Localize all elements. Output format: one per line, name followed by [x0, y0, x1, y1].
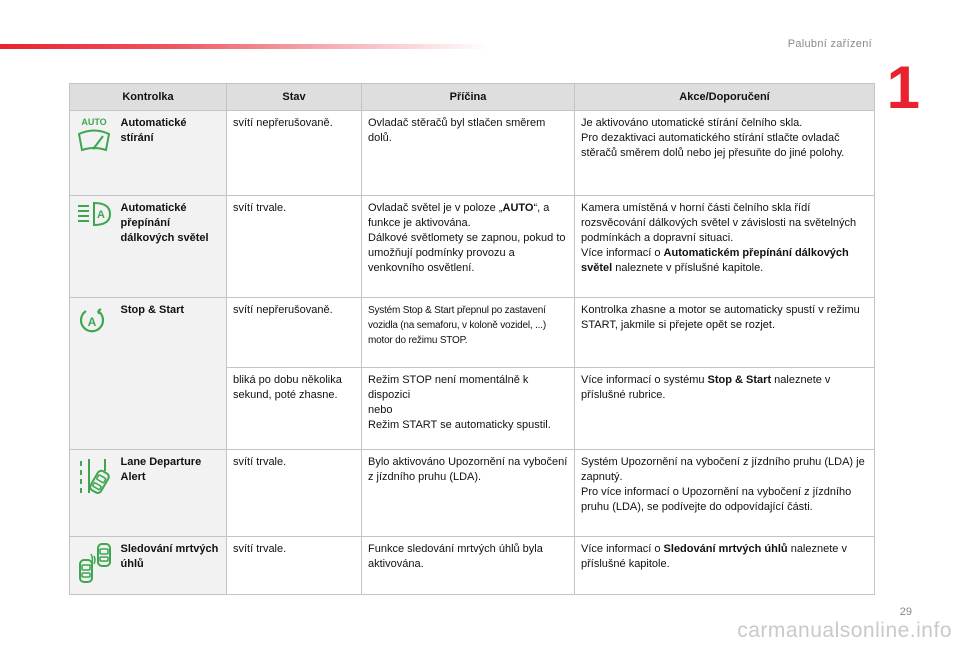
indicator-action: [575, 368, 875, 450]
indicator-state: svítí trvale.: [227, 450, 362, 537]
indicator-name: Automatické stírání: [115, 111, 227, 196]
cause-line: nebo: [368, 404, 393, 416]
action-line: Kamera umístěná v horní části čelního skla řídí rozsvěcování dálkových světel v závislosti na světelných podmínkách a dopravní situaci.: [581, 202, 857, 244]
indicator-cause: [362, 196, 575, 298]
action-text: naleznete v příslušné kapitole.: [612, 262, 764, 274]
indicator-name: Automatické přepínání dálkových světel: [115, 196, 227, 298]
indicator-cause: Funkce sledování mrtvých úhlů byla aktivována.: [362, 537, 575, 595]
action-text: Více informací o: [581, 247, 664, 259]
table-header-row: [70, 84, 875, 111]
cause-line: Režim STOP není momentálně k dispozici: [368, 374, 529, 401]
blind-spot-icon: [76, 542, 109, 584]
action-bold: Stop & Start: [707, 374, 772, 386]
indicator-action: [575, 196, 875, 298]
indicator-cause: Systém Stop & Start přepnul po zastavení vozidla (na semaforu, v koloně vozidel, ...) motor do režimu STOP.: [362, 298, 575, 368]
column-header-akce: Akce/Doporučení: [575, 84, 875, 111]
indicator-action: [575, 537, 875, 595]
page-number: 29: [899, 606, 912, 618]
action-line: Pro více informací o Upozornění na vybočení z jízdního pruhu (LDA), se podívejte do odpovídající části.: [581, 486, 852, 513]
column-header-kontrolka: Kontrolka: [70, 84, 227, 111]
stop-start-icon: [76, 307, 109, 335]
action-text: Více informací o systému: [581, 374, 708, 386]
auto-wiper-icon: [76, 116, 109, 156]
indicator-icon-cell: [70, 298, 115, 450]
action-line: Systém Upozornění na vybočení z jízdního pruhu (LDA) je zapnutý.: [581, 456, 865, 483]
indicator-state: svítí nepřerušovaně.: [227, 298, 362, 368]
auto-high-beam-icon: [76, 201, 109, 227]
table-row: [70, 196, 875, 298]
column-header-stav: Stav: [227, 84, 362, 111]
action-line: Pro dezaktivaci automatického stírání stlačte ovladač stěračů směrem dolů nebo jej přesuňte do jiné polohy.: [581, 132, 845, 159]
section-title: Palubní zařízení: [787, 38, 872, 50]
indicator-state: svítí nepřerušovaně.: [227, 111, 362, 196]
cause-text: Ovladač světel je v poloze „: [368, 202, 503, 214]
indicator-icon-cell: [70, 111, 115, 196]
column-header-pricina: Příčina: [362, 84, 575, 111]
chapter-number: 1: [886, 54, 920, 121]
indicator-icon-cell: [70, 196, 115, 298]
table-row: [70, 450, 875, 537]
indicator-action: Kontrolka zhasne a motor se automaticky spustí v režimu START, jakmile si přejete opět se rozjet.: [575, 298, 875, 368]
indicator-name: Sledování mrtvých úhlů: [115, 537, 227, 595]
indicator-icon-cell: [70, 537, 115, 595]
indicator-name: Lane Departure Alert: [115, 450, 227, 537]
lane-departure-icon: [76, 455, 109, 495]
indicator-action: [575, 111, 875, 196]
watermark: carmanualsonline.info: [737, 619, 952, 642]
header-accent-bar: [0, 44, 490, 49]
indicator-table: [69, 83, 875, 595]
cause-line: Dálkové světlomety se zapnou, pokud to umožňují podmínky provozu a venkovního osvětlení.: [368, 232, 566, 274]
action-text: naleznete v příslušné kapitole.: [581, 543, 847, 570]
indicator-cause: Bylo aktivováno Upozornění na vybočení z jízdního pruhu (LDA).: [362, 450, 575, 537]
table-row: [70, 111, 875, 196]
cause-bold: AUTO: [502, 202, 534, 214]
table-row: [70, 537, 875, 595]
cause-line: Režim START se automaticky spustil.: [368, 419, 551, 431]
svg-text:A: A: [97, 209, 105, 221]
svg-text:A: A: [87, 315, 97, 329]
action-text: Více informací o: [581, 543, 664, 555]
indicator-cause: [362, 368, 575, 450]
indicator-action: [575, 450, 875, 537]
auto-wiper-icon-label: AUTO: [81, 117, 107, 127]
cause-text: “, a funkce je aktivována.: [368, 202, 550, 229]
indicator-state: svítí trvale.: [227, 537, 362, 595]
action-bold: Automatickém přepínání dálkových světel: [581, 247, 849, 274]
indicator-name: Stop & Start: [115, 298, 227, 450]
action-text: naleznete v příslušné rubrice.: [581, 374, 831, 401]
action-line: Je aktivováno utomatické stírání čelního skla.: [581, 117, 803, 129]
indicator-icon-cell: [70, 450, 115, 537]
indicator-state: bliká po dobu několika sekund, poté zhasne.: [227, 368, 362, 450]
indicator-cause: Ovladač stěračů byl stlačen směrem dolů.: [362, 111, 575, 196]
table-row: [70, 298, 875, 368]
action-bold: Sledování mrtvých úhlů: [663, 543, 788, 555]
indicator-state: svítí trvale.: [227, 196, 362, 298]
